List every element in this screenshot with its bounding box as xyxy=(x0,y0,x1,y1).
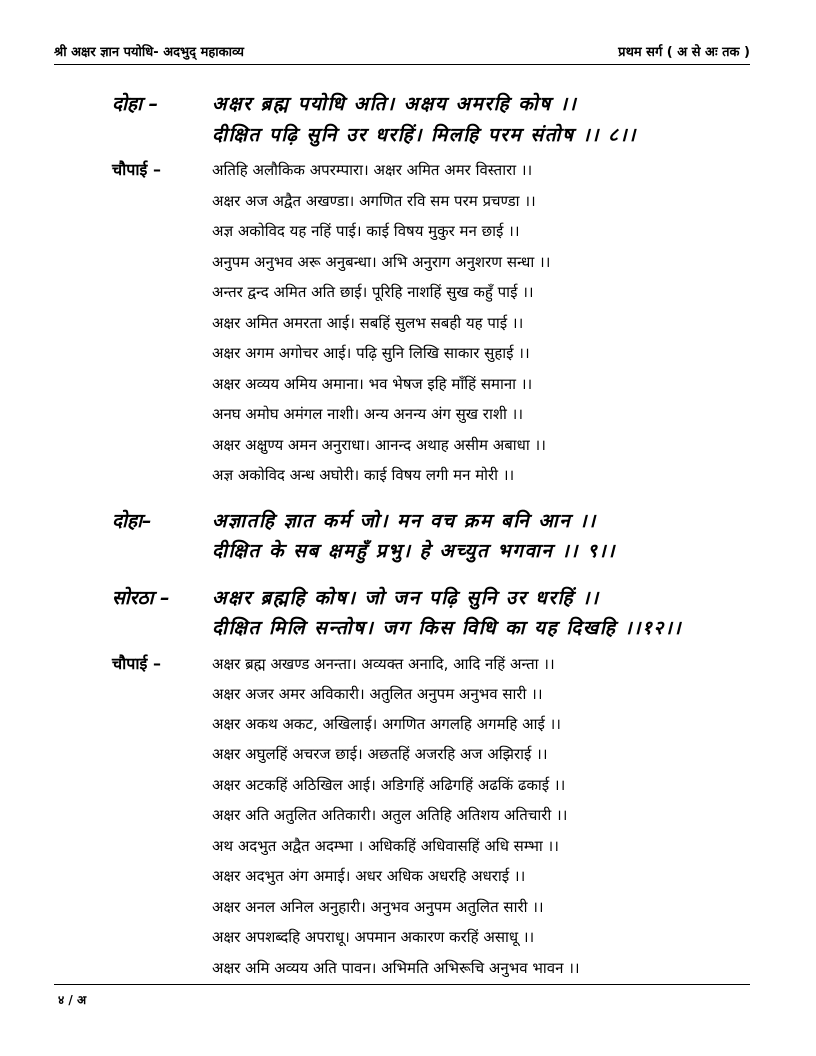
section-label: सोरठा – xyxy=(112,587,170,609)
verse-line: दीक्षित पढ़ि सुनि उर धरहिं। मिलहि परम संतोष ।। ८।। xyxy=(212,124,637,146)
page-number: ४ / अ xyxy=(58,993,87,1007)
verse-line: अक्षर अक्षुण्य अमन अनुराधा। आनन्द अथाह असीम अबाधा ।। xyxy=(212,436,546,454)
verse-line: अनघ अमोघ अमंगल नाशी। अन्य अनन्य अंग सुख राशी ।। xyxy=(212,405,524,423)
verse-line: अक्षर अपशब्दहि अपराधू। अपमान अकारण करहिं असाधू ।। xyxy=(212,928,535,946)
section-label: दोहा– xyxy=(112,510,152,532)
verse-line: अक्षर ब्रह्महि कोष। जो जन पढ़ि सुनि उर धरहिं ।। xyxy=(212,587,600,609)
verse-line: अज्ञ अकोविद अन्ध अघोरी। काई विषय लगी मन मोरी ।। xyxy=(212,466,515,484)
verse-line: दीक्षित के सब क्षमहुँ प्रभु। हे अच्युत भगवान ।। ९।। xyxy=(212,540,616,562)
verse-line: अनुपम अनुभव अरू अनुबन्धा। अभि अनुराग अनुशरण सन्धा ।। xyxy=(212,253,551,271)
header-book-title: श्री अक्षर ज्ञान पयोधि- अदभुद् महाकाव्य xyxy=(54,45,244,60)
verse-line: अज्ञ अकोविद यह नहिं पाई। काई विषय मुकुर मन छाई ।। xyxy=(212,222,520,240)
verse-line: अक्षर ब्रह्म पयोधि अति। अक्षय अमरहि कोष ।। xyxy=(212,93,578,115)
verse-line: दीक्षित मिलि सन्तोष। जग किस विधि का यह दिखहि ।।१२।। xyxy=(212,617,683,639)
verse-line: अक्षर अमित अमरता आई। सबहिं सुलभ सबही यह पाई ।। xyxy=(212,314,524,332)
verse-line: अक्षर अति अतुलित अतिकारी। अतुल अतिहि अतिशय अतिचारी ।। xyxy=(212,806,568,824)
page-header xyxy=(54,40,750,62)
verse-line: अक्षर अनल अनिल अनुहारी। अनुभव अनुपम अतुलित सारी ।। xyxy=(212,898,544,916)
header-rule xyxy=(54,64,750,65)
verse-line: अतिहि अलौकिक अपरम्पारा। अक्षर अमित अमर विस्तारा ।। xyxy=(212,161,533,179)
verse-line: अक्षर अव्यय अमिय अमाना। भव भेषज इहि माँहिं समाना ।। xyxy=(212,375,533,393)
verse-line: अथ अदभुत अद्वैत अदम्भा । अधिकहिं अधिवासहिं अधि सम्भा ।। xyxy=(212,837,559,855)
verse-line: अक्षर अगम अगोचर आई। पढ़ि सुनि लिखि साकार सुहाई ।। xyxy=(212,344,530,362)
section-label: चौपाई – xyxy=(112,160,161,179)
verse-line: अक्षर अज अद्वैत अखण्डा। अगणित रवि सम परम प्रचण्डा ।। xyxy=(212,192,536,210)
verse-line: अज्ञातहि ज्ञात कर्म जो। मन वच क्रम बनि आन ।। xyxy=(212,510,597,532)
footer-rule xyxy=(54,984,750,985)
section-label: दोहा – xyxy=(112,93,159,115)
verse-line: अक्षर अटकहिं अठिखिल आई। अडिगहिं अढिगहिं अढकिं ढकाई ।। xyxy=(212,776,566,794)
verse-line: अक्षर अदभुत अंग अमाई। अधर अधिक अधरहि अधराई ।। xyxy=(212,867,526,885)
verse-line: अन्तर द्वन्द अमित अति छाई। पूरिहि नाशहिं सुख कहुँ पाई ।। xyxy=(212,283,534,301)
verse-line: अक्षर अजर अमर अविकारी। अतुलित अनुपम अनुभव सारी ।। xyxy=(212,685,543,703)
verse-line: अक्षर अघुलहिं अचरज छाई। अछतहिं अजरहि अज अझिराई ।। xyxy=(212,745,548,763)
verse-line: अक्षर अमि अव्यय अति पावन। अभिमति अभिरूचि अनुभव भावन ।। xyxy=(212,959,580,977)
section-label: चौपाई – xyxy=(112,654,161,673)
verse-line: अक्षर ब्रह्म अखण्ड अनन्ता। अव्यक्त अनादि, आदि नहिं अन्ता ।। xyxy=(212,655,555,673)
header-chapter-title: प्रथम सर्ग ( अ से अः तक ) xyxy=(618,45,750,60)
verse-line: अक्षर अकथ अकट, अखिलाई। अगणित अगलहि अगमहि आई ।। xyxy=(212,715,561,733)
